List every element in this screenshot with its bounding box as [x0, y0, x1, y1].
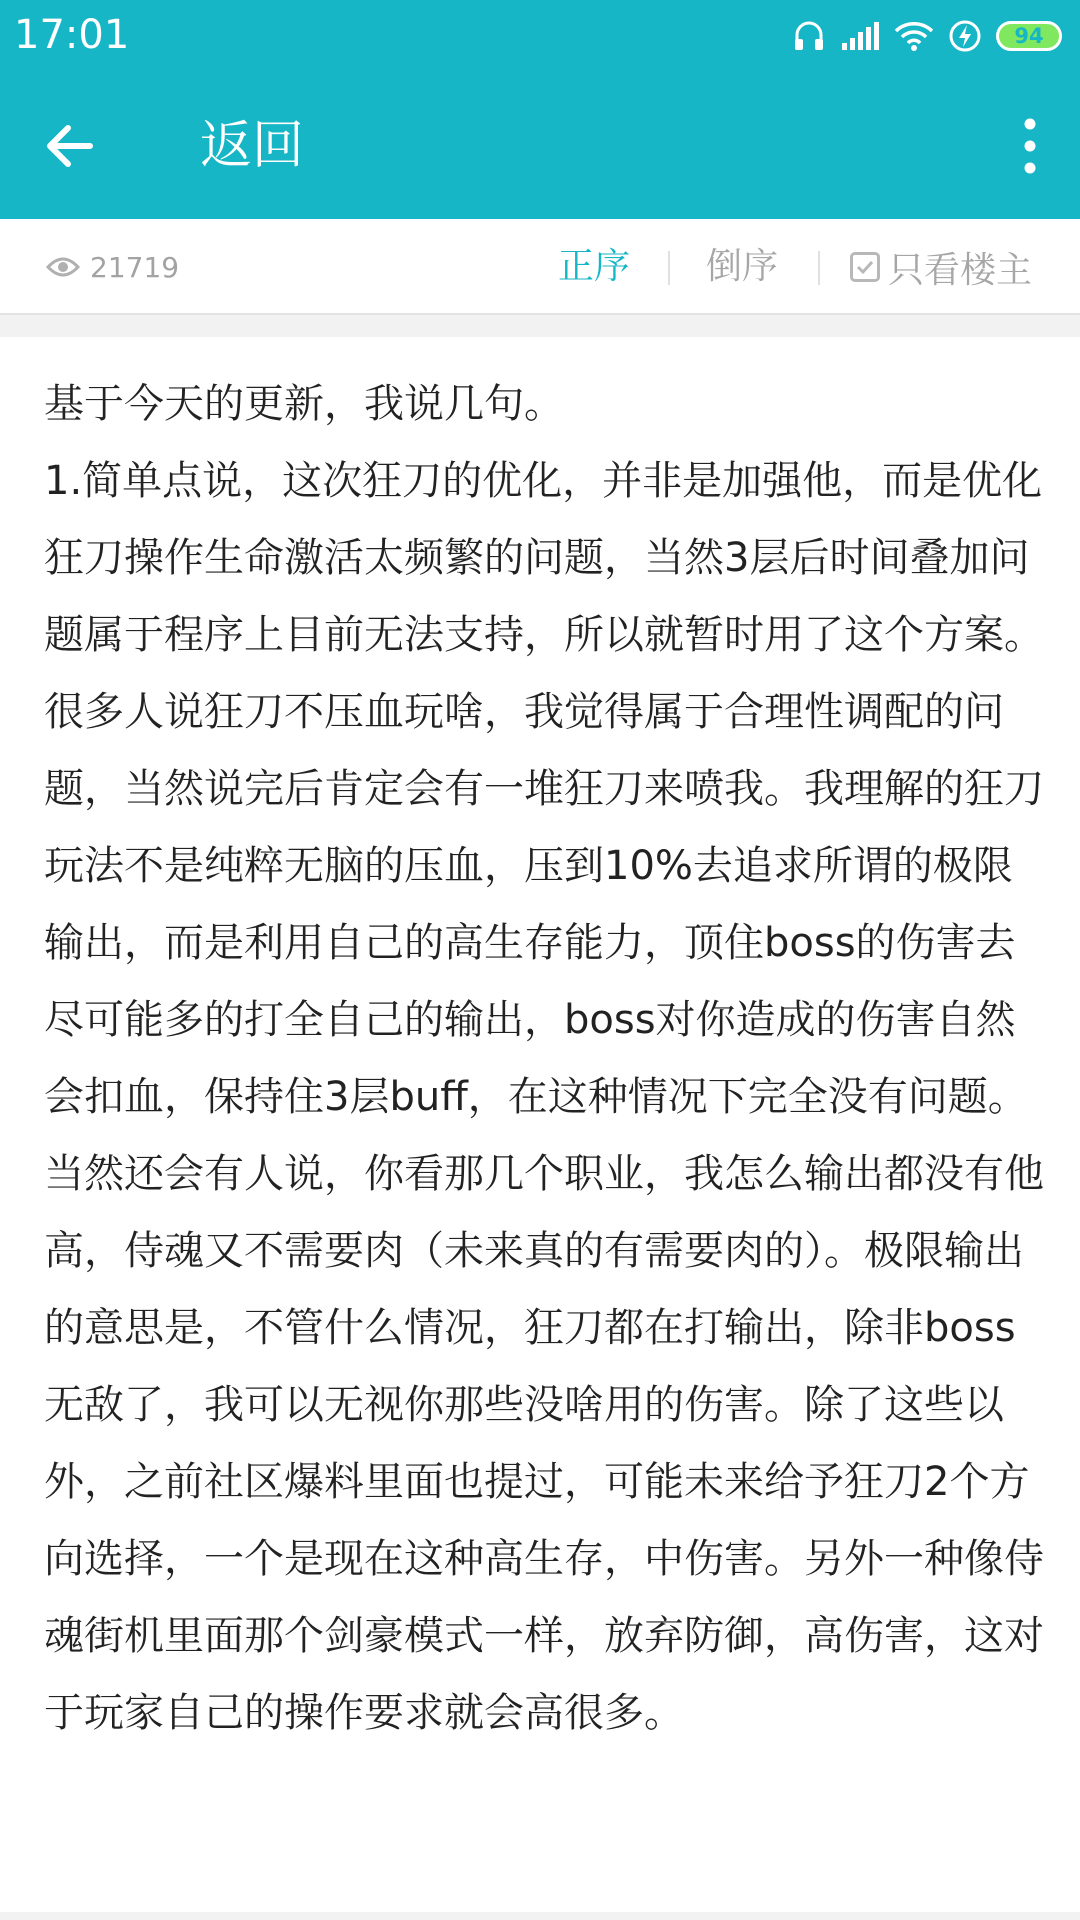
more-menu-button[interactable] — [1018, 114, 1042, 178]
status-bar — [0, 0, 1080, 72]
status-time: 17:01 — [14, 12, 130, 58]
divider — [668, 251, 670, 285]
view-count-value: 21719 — [90, 250, 180, 284]
eye-icon — [46, 254, 80, 280]
divider — [818, 251, 820, 285]
arrow-left-icon — [40, 116, 104, 176]
app-header — [0, 0, 1080, 219]
back-button[interactable] — [40, 116, 104, 176]
op-only-label: 只看楼主 — [888, 249, 1033, 291]
post-paragraph: 基于今天的更新，我说几句。 — [44, 381, 564, 427]
filter-bar — [0, 219, 1080, 315]
headphones-icon — [792, 19, 826, 53]
view-count — [46, 245, 179, 289]
more-vertical-icon — [1018, 114, 1042, 178]
post-paragraph: 1.简单点说，这次狂刀的优化，并非是加强他，而是优化狂刀操作生命激活太频繁的问题，当然3层后时间叠加问题属于程序上目前无法支持，所以就暂时用了这个方案。很多人说狂刀不压血玩啥，我觉得属于合理性调配的问题，当然说完后肯定会有一堆狂刀来喷我。我理解的狂刀玩法不是纯粹无脑的压血，压到10%去追求所谓的极限输出，而是利用自己的高生存能力，顶住boss的伤害去尽可能多的打全自己的输出，boss对你造成的伤害自然会扣血，保持住3层buff，在这种情况下完全没有问题。当然还会有人说，你看那几个职业，我怎么输出都没有他高，侍魂又不需要肉（未来真的有需要肉的）。极限输出的意思是，不管什么情况，狂刀都在打输出，除非boss无敌了，我可以无视你那些没啥用的伤害。除了这些以外，之前社区爆料里面也提过，可能未来给予狂刀2个方向选择，一个是现在这种高生存，中伤害。另外一种像侍魂街机里面那个剑豪模式一样，放弃防御，高伤害，这对于玩家自己的操作要求就会高很多。 — [44, 458, 1044, 1736]
toolbar — [0, 72, 1080, 219]
tab-sort-descending[interactable]: 倒序 — [706, 246, 779, 287]
toolbar-title[interactable]: 返回 — [200, 116, 305, 176]
status-icons — [792, 14, 1062, 58]
battery-icon: 94 — [996, 21, 1062, 51]
signal-icon — [840, 21, 880, 51]
wifi-icon — [894, 20, 934, 52]
tab-sort-ascending[interactable]: 正序 — [558, 246, 631, 287]
op-only-toggle[interactable] — [850, 239, 1032, 295]
bottom-divider — [0, 1912, 1080, 1920]
section-gap — [0, 315, 1080, 337]
charging-icon — [948, 19, 982, 53]
checkbox-icon[interactable] — [850, 252, 880, 282]
post-content — [44, 366, 1044, 1752]
